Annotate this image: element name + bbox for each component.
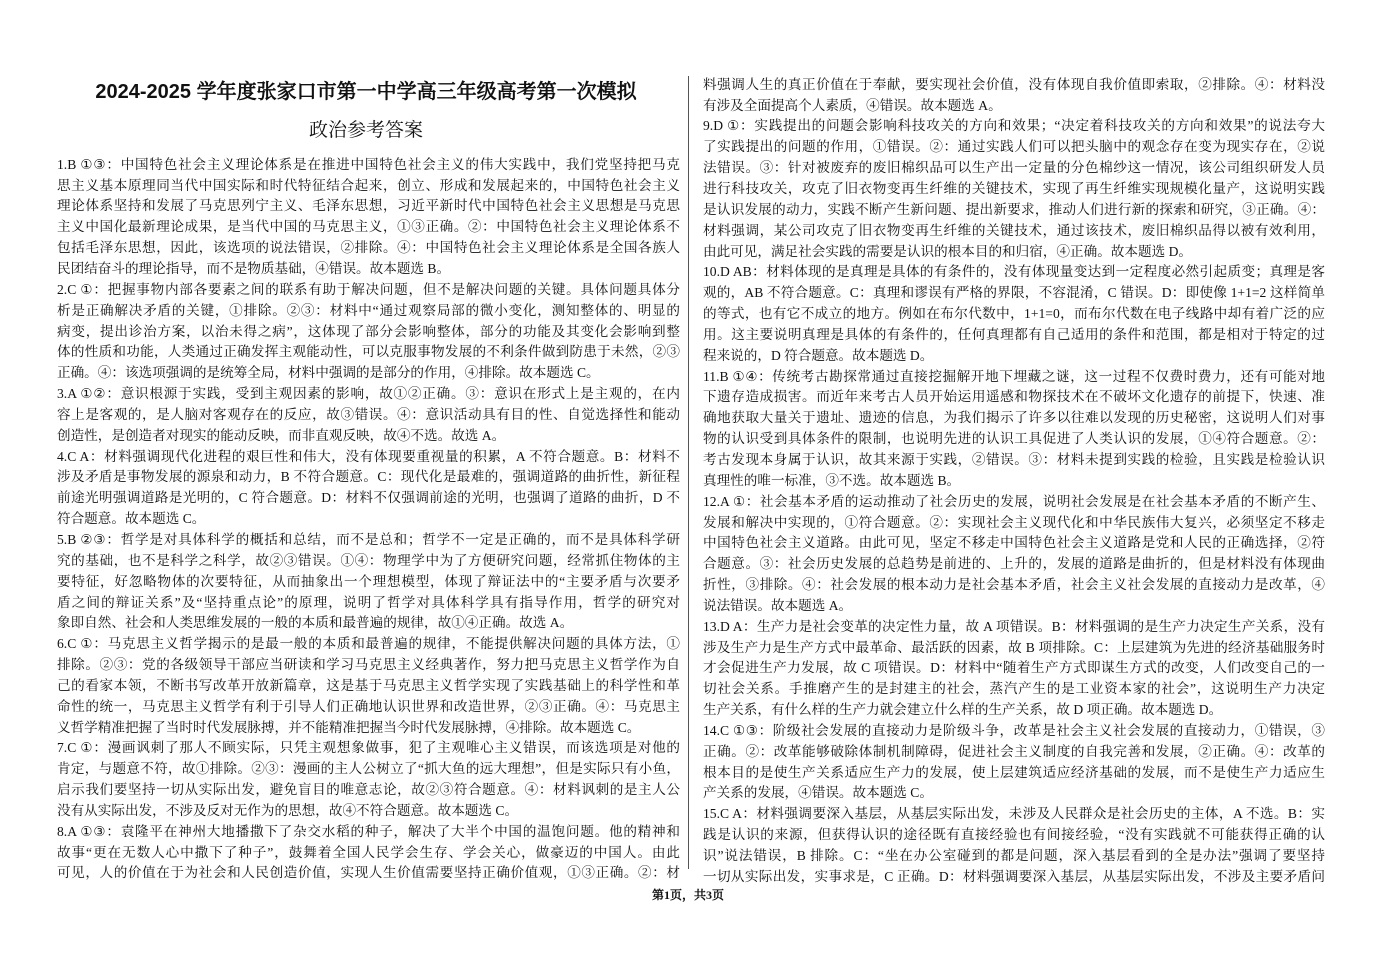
- answer-line: 2.C ①：把握事物内部各要素之间的联系有助于解决问题，但不是解决问题的关键。具体问题具体分: [57, 281, 680, 297]
- answer-line: 病变，提出诊治方案，以治未得之病”，这体现了部分会影响整体，部分的功能及其变化会影响到整: [57, 323, 680, 339]
- answer-line: 物的认识受到具体条件的限制，也说明先进的认识工具促进了人类认识的发展，①④符合题意。②：: [703, 431, 1325, 447]
- answer-line: 盾之间的辩证关系”及“坚持重点论”的原理，说明了哲学对具体科学具有指导作用，哲学的研究对: [57, 594, 680, 610]
- answer-line: 肯定，与题意不符，故①排除。②③：漫画的主人公树立了“抓大鱼的远大理想”，但是实际只有小鱼，: [57, 761, 680, 777]
- answer-line: 11.B ①④：传统考古勘探常通过直接挖掘解开地下埋藏之谜，这一过程不仅费时费力，还有可能对地: [703, 368, 1325, 384]
- answer-line: 没有从实际出发，不涉及反对无作为的思想，故④不符合题意。故本题选 C。: [57, 802, 519, 818]
- answer-line: 析是正确解决矛盾的关键，①排除。②③：材料中“通过观察局部的微小变化，测知整体的、明显的: [57, 302, 680, 318]
- answer-item: [703, 804, 1325, 887]
- answer-line: 8.A ①③：袁隆平在神州大地播撒下了杂交水稻的种子，解决了大半个中国的温饱问题。他的精神和: [57, 823, 680, 839]
- answer-line: 义哲学精准把握了当时时代发展脉搏，并不能精准把握当今时代发展脉搏，④排除。故本题选 C。: [57, 719, 641, 735]
- answer-line: 折性，③排除。④：社会发展的根本动力是社会基本矛盾，社会主义社会发展的直接动力是改革，④: [703, 577, 1325, 593]
- answer-line: 法错误。③：针对被废弃的废旧棉织品可以生产出一定量的分色棉纱这一情况，该公司组织研发人员: [703, 160, 1325, 176]
- answer-line: 材料强调，某公司攻克了旧衣物变再生纤维的关键技术，通过该技术，废旧棉织品得以被有效利用，: [703, 222, 1325, 238]
- answer-line: 体的性质和功能，人类通过正确发挥主观能动性，可以克服事物发展的不利条件做到防患于未然，②③: [57, 344, 680, 360]
- answer-line: 故事“更在无数人心中撒下了种子”，鼓舞着全国人民学会生存、学会关心，做豪迈的中国人。由此: [57, 844, 680, 860]
- answer-line: 要特征，好忽略物体的次要特征，从而抽象出一个理想模型，体现了辩证法中的“主要矛盾与次要矛: [57, 573, 680, 589]
- answer-item: [57, 447, 680, 530]
- answer-line: 真理性的唯一标准，③不选。故本题选 B。: [703, 472, 961, 488]
- answer-line: 7.C ①：漫画讽刺了那人不顾实际，只凭主观想象做事，犯了主观唯心主义错误，而该选项是对他的: [57, 740, 680, 756]
- document-title: 2024-2025 学年度张家口市第一中学高三年级高考第一次模拟: [95, 81, 637, 103]
- answer-line: 排除。②③：党的各级领导干部应当研读和学习马克思主义经典著作，努力把马克思主义哲学作为自: [57, 657, 680, 673]
- answer-line: 料强调人生的真正价值在于奉献，要实现社会价值，没有体现自我价值即索取，②排除。④：材料没: [703, 76, 1325, 92]
- answer-line: 切社会关系。手推磨产生的是封建主的社会，蒸汽产生的是工业资本家的社会”，这说明生产力决定: [703, 681, 1325, 697]
- answer-line: 14.C ①③：阶级社会发展的直接动力是阶级斗争，改革是社会主义社会发展的直接动力，①错误，③: [703, 722, 1325, 738]
- answer-line: 创造性，是创造者对现实的能动反映，而非直观反映，故④不选。故选 A。: [57, 427, 506, 443]
- answer-item: [703, 116, 1325, 262]
- answer-line: 究的基础，也不是科学之科学，故②③错误。①④：物理学中为了方便研究问题，经常抓住物体的主: [57, 552, 680, 568]
- answer-line: 观的，AB 不符合题意。C：真理和谬误有严格的界限，不容混淆，C 错误。D：即使像 1+1=2 这样简单: [703, 285, 1325, 301]
- answer-line: 的等式，也有它不成立的地方。例如在布尔代数中，1+1=0，而布尔代数在电子线路中却有着广泛的应: [703, 306, 1325, 322]
- answer-line: 9.D ①：实践提出的问题会影响科技攻关的方向和效果；“决定着科技攻关的方向和效果”的说法夸大: [703, 118, 1325, 134]
- answer-item: [57, 634, 680, 738]
- document-subtitle: 政治参考答案: [308, 120, 423, 141]
- answer-line: 可见，人的价值在于为社会和人民创造价值，实现人生价值需要坚持正确价值观，①③正确。②：材: [57, 865, 680, 881]
- answer-item: [57, 738, 680, 821]
- answer-line: 6.C ①：马克思主义哲学揭示的是最一般的本质和最普遍的规律，不能提供解决问题的具体方法，①: [57, 636, 680, 652]
- answer-line: 符合题意。故本题选 C。: [57, 511, 206, 527]
- answer-item: [703, 721, 1325, 804]
- answer-item: [57, 280, 680, 384]
- answer-item: [703, 367, 1325, 492]
- right-column: [703, 75, 1325, 888]
- answer-line: 己的看家本领，不断书写改革开放新篇章，这是基于马克思主义哲学实现了实践基础上的科学性和革: [57, 677, 680, 693]
- answer-item: [57, 822, 680, 885]
- answer-line: 12.A ①：社会基本矛盾的运动推动了社会历史的发展，说明社会发展是在社会基本矛盾的不断产生、: [703, 493, 1325, 509]
- answer-line: 践是认识的来源，但获得认识的途径既有直接经验也有间接经验，“没有实践就不可能获得正确的认: [703, 827, 1325, 843]
- answer-line: 3.A ①②：意识根源于实践，受到主观因素的影响，故①②正确。③：意识在形式上是主观的，在内: [57, 386, 680, 402]
- left-column: [57, 155, 680, 885]
- column-divider: [688, 76, 689, 869]
- answer-line: 主义中国化最新理论成果，是当代中国的马克思主义，①③正确。②：中国特色社会主义理论体系不: [57, 219, 680, 235]
- answer-line: 1.B ①③：中国特色社会主义理论体系是在推进中国特色社会主义的伟大实践中，我们党坚持把马克: [57, 156, 680, 172]
- answer-item: [703, 617, 1325, 721]
- answer-line: 一切从实际出发，实事求是，C 正确。D：材料强调要深入基层，从基层实际出发，不涉及主要矛盾问: [703, 868, 1325, 884]
- answer-line: 15.C A：材料强调要深入基层，从基层实际出发，未涉及人民群众是社会历史的主体，A 不选。B：实: [703, 806, 1325, 822]
- answer-item: [703, 75, 1325, 117]
- answer-line: 13.D A：生产力是社会变革的决定性力量，故 A 项错误。B：材料强调的是生产力决定生产关系，没有: [703, 618, 1325, 634]
- answer-line: 思主义基本原理同当代中国实际和时代特征结合起来，创立、形成和发展起来的，中国特色社会主义: [57, 177, 680, 193]
- answer-line: 前途光明强调道路是光明的，C 符合题意。D：材料不仅强调前途的光明，也强调了道路的曲折，D 不: [57, 490, 680, 506]
- answer-line: 才会促进生产力发展，故 C 项错误。D：材料中“随着生产方式即谋生方式的改变，人们改变自己的一: [703, 660, 1325, 676]
- answer-line: 识”说法错误，B 排除。C：“坐在办公室碰到的都是问题，深入基层看到的全是办法”强调了要坚持: [703, 848, 1325, 864]
- answer-line: 容上是客观的，是人脑对客观存在的反应，故③错误。④：意识活动具有目的性、自觉选择性和能动: [57, 406, 680, 422]
- answer-line: 由此可见，满足社会实践的需要是认识的根本目的和归宿，④正确。故本题选 D。: [703, 243, 1192, 259]
- answer-item: [703, 492, 1325, 617]
- answer-line: 命性的统一，马克思主义哲学有利于引导人们正确地认识世界和改造世界，②③正确。④：马克思主: [57, 698, 680, 714]
- answer-line: 生产关系，有什么样的生产力就会建立什么样的生产关系，故 D 项正确。故本题选 D。: [703, 702, 1223, 718]
- answer-line: 启示我们要坚持一切从实际出发，避免盲目的唯意志论，故②③符合题意。④：材料讽刺的是主人公: [57, 782, 680, 798]
- answer-line: 正确。④：该选项强调的是统筹全局，材料中强调的是部分的作用，④排除。故本题选 C。: [57, 365, 600, 381]
- answer-line: 产关系的发展，④错误。故本题选 C。: [703, 785, 933, 801]
- answer-item: [57, 530, 680, 634]
- answer-item: [57, 384, 680, 447]
- answer-line: 理论体系坚持和发展了马克思列宁主义、毛泽东思想，习近平新时代中国特色社会主义思想是马克思: [57, 198, 680, 214]
- answer-line: 有涉及全面提高个人素质，④错误。故本题选 A。: [703, 97, 1002, 113]
- answer-line: 考古发现本身属于认识，故其来源于实践，②错误。③：材料未提到实践的检验，且实践是检验认识: [703, 451, 1325, 467]
- answer-line: 下遗存造成损害。而近年来考古人员开始运用遥感和物探技术在不破坏文化遗存的前提下，快速、准: [703, 389, 1325, 405]
- answer-line: 用。这主要说明真理是具体的有条件的，任何真理都有自己适用的条件和范围，都是相对于特定的过: [703, 326, 1325, 342]
- answer-line: 象即自然、社会和人类思维发展的一般的本质和最普遍的规律，故①④正确。故选 A。: [57, 615, 574, 631]
- answer-line: 确地获取大量关于遗址、遗迹的信息，为我们揭示了许多以往难以发现的历史秘密，这说明人们对事: [703, 410, 1325, 426]
- page-number: 第1页，共3页: [651, 888, 724, 902]
- answer-line: 合题意。③：社会历史发展的总趋势是前进的、上升的，发展的道路是曲折的，但是材料没有体现曲: [703, 556, 1325, 572]
- answer-item: [703, 262, 1325, 366]
- answer-line: 涉及矛盾是事物发展的源泉和动力，B 不符合题意。C：现代化是最难的，强调道路的曲折性，新征程: [57, 469, 680, 485]
- answer-line: 民团结奋斗的理论指导，而不是物质基础，④错误。故本题选 B。: [57, 261, 451, 277]
- answer-line: 发展和解决中实现的，①符合题意。②：实现社会主义现代化和中华民族伟大复兴，必须坚定不移走: [703, 514, 1325, 530]
- answer-line: 正确。②：改革能够破除体制机制障碍，促进社会主义制度的自我完善和发展，②正确。④：改革的: [703, 743, 1325, 759]
- answer-line: 根本目的是使生产关系适应生产力的发展，使上层建筑适应经济基础的发展，而不是使生产力适应生: [703, 764, 1325, 780]
- answer-item: [57, 155, 680, 280]
- answer-line: 中国特色社会主义道路。由此可见，坚定不移走中国特色社会主义道路是党和人民的正确选择，②符: [703, 535, 1325, 551]
- answer-line: 涉及生产力是生产方式中最革命、最活跃的因素，故 B 项排除。C：上层建筑为先进的经济基础服务时: [703, 639, 1325, 655]
- answer-line: 5.B ②③：哲学是对具体科学的概括和总结，而不是总和；哲学不一定是正确的，而不是具体科学研: [57, 531, 680, 547]
- answer-line: 程来说的，D 符合题意。故本题选 D。: [703, 347, 934, 363]
- answer-line: 说法错误。故本题选 A。: [703, 597, 853, 613]
- answer-line: 进行科技攻关，攻克了旧衣物变再生纤维的关键技术，实现了再生纤维实现规模化量产，这说明实践: [703, 181, 1325, 197]
- answer-line: 10.D AB：材料体现的是真理是具体的有条件的，没有体现量变达到一定程度必然引起质变；真理是客: [703, 264, 1325, 280]
- answer-line: 包括毛泽东思想，因此，该选项的说法错误，②排除。④：中国特色社会主义理论体系是全国各族人: [57, 240, 680, 256]
- answer-line: 了实践提出的问题的作用，①错误。②：通过实践人们可以把头脑中的观念存在变为现实存在，②说: [703, 139, 1325, 155]
- answer-line: 4.C A：材料强调现代化进程的艰巨性和伟大，没有体现要重视量的积累，A 不符合题意。B：材料不: [57, 448, 680, 464]
- answer-line: 是认识发展的动力，实践不断产生新问题、提出新要求，推动人们进行新的探索和研究，③正确。④：: [703, 201, 1325, 217]
